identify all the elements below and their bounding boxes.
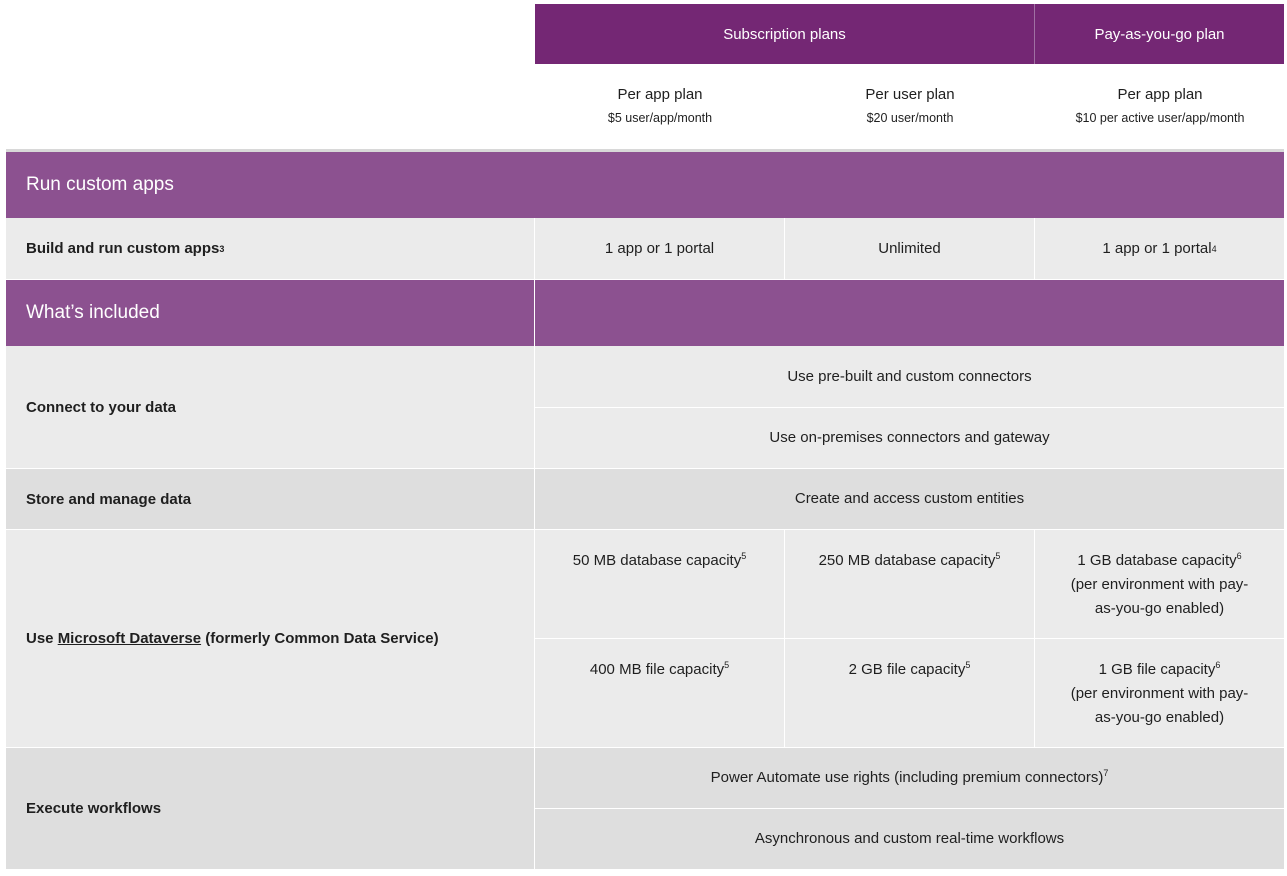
on-premises-gateway-value: [535, 408, 1284, 468]
cell-text: Asynchronous and custom real-time workflows: [754, 830, 1065, 847]
build-apps-payg-value: 1 app or 1 portal 4: [1035, 218, 1284, 279]
row-divider: [6, 279, 1284, 280]
microsoft-dataverse-link[interactable]: Microsoft Dataverse: [57, 630, 202, 647]
section-header-run-custom-apps: Run custom apps: [6, 152, 1284, 218]
cell-text: Use pre-built and custom connectors: [787, 367, 1032, 385]
cell-text: Use on-premises connectors and gateway: [769, 429, 1050, 446]
cell-text: Power Automate use rights (including premium connectors): [710, 769, 1104, 786]
row-label-build-apps: Build and run custom apps 3: [6, 218, 534, 279]
cell-text: 50 MB database capacity: [572, 552, 742, 569]
row-label-execute-workflows: [6, 748, 534, 869]
build-apps-per-user-value: [785, 218, 1034, 279]
cell-text: 1 GB file capacity: [1098, 661, 1216, 678]
file-capacity-per-user-value: [785, 639, 1034, 747]
column-divider: [784, 218, 785, 279]
db-capacity-per-app-value: [535, 530, 784, 638]
plan-column-header-payg-per-app: [1035, 84, 1285, 128]
row-divider: [6, 529, 1284, 530]
cell-text: 250 MB database capacity: [818, 552, 996, 569]
async-workflows-value: [535, 809, 1284, 869]
footnote-marker: 6: [1215, 660, 1221, 670]
plan-price: $20 user/month: [866, 111, 954, 125]
cell-text: 2 GB file capacity: [848, 661, 966, 678]
plan-column-header-per-user: [785, 84, 1035, 128]
section-header-whats-included: What’s included: [6, 280, 1284, 346]
cell-text: 1 GB database capacity: [1077, 552, 1237, 569]
label-suffix: (formerly Common Data Service): [201, 630, 439, 647]
row-divider: [535, 407, 1284, 408]
row-label-text: Connect to your data: [26, 398, 177, 416]
label-column-divider: [534, 218, 535, 869]
payg-note: (per environment with pay-as-you-go enabled): [1070, 576, 1249, 617]
footnote-marker: 5: [741, 551, 747, 561]
cell-text: 1 app or 1 portal: [604, 239, 715, 257]
row-label-store-data: [6, 469, 534, 529]
row-label-text: [26, 630, 439, 647]
row-label-connect-data: [6, 346, 534, 468]
footnote-marker: 5: [724, 660, 730, 670]
power-automate-rights-value: [535, 748, 1284, 808]
plan-price: $5 user/app/month: [607, 111, 713, 125]
plan-column-header-per-app: [535, 84, 785, 128]
file-capacity-per-app-value: [535, 639, 784, 747]
cell-text: 1 app or 1 portal: [1102, 239, 1212, 257]
label-prefix: Use: [26, 630, 58, 647]
row-label-text: Build and run custom apps: [26, 240, 220, 257]
footnote-marker: 5: [995, 551, 1001, 561]
payg-note: (per environment with pay-as-you-go enabled): [1070, 685, 1249, 726]
footnote-marker: 7: [1103, 768, 1109, 778]
row-label-dataverse: [6, 530, 534, 747]
pay-as-you-go-plan-header: Pay-as-you-go plan: [1035, 4, 1284, 64]
subscription-plans-header: Subscription plans: [535, 4, 1034, 64]
cell-text: Create and access custom entities: [794, 490, 1025, 507]
footnote-marker: 5: [965, 660, 971, 670]
build-apps-per-app-value: [535, 218, 784, 279]
row-divider: [6, 747, 1284, 748]
footnote-marker: 6: [1236, 551, 1242, 561]
db-capacity-payg-value: [1035, 530, 1284, 638]
connectors-value: [535, 346, 1284, 407]
column-divider: [1034, 218, 1035, 279]
file-capacity-payg-value: [1035, 639, 1284, 747]
plan-name: Per user plan: [865, 86, 955, 103]
plan-price: $10 per active user/app/month: [1075, 111, 1245, 125]
row-divider: [6, 468, 1284, 469]
cell-text: Unlimited: [878, 239, 941, 257]
cell-text: 400 MB file capacity: [589, 661, 725, 678]
db-capacity-per-user-value: [785, 530, 1034, 638]
row-label-text: Store and manage data: [26, 490, 192, 508]
plan-name: Per app plan: [1117, 86, 1203, 103]
plan-name: Per app plan: [617, 86, 703, 103]
row-label-text: Execute workflows: [26, 800, 162, 817]
row-divider: [535, 808, 1284, 809]
row-divider: [535, 638, 1284, 639]
custom-entities-value: [535, 469, 1284, 529]
plan-type-divider: [1034, 4, 1035, 64]
